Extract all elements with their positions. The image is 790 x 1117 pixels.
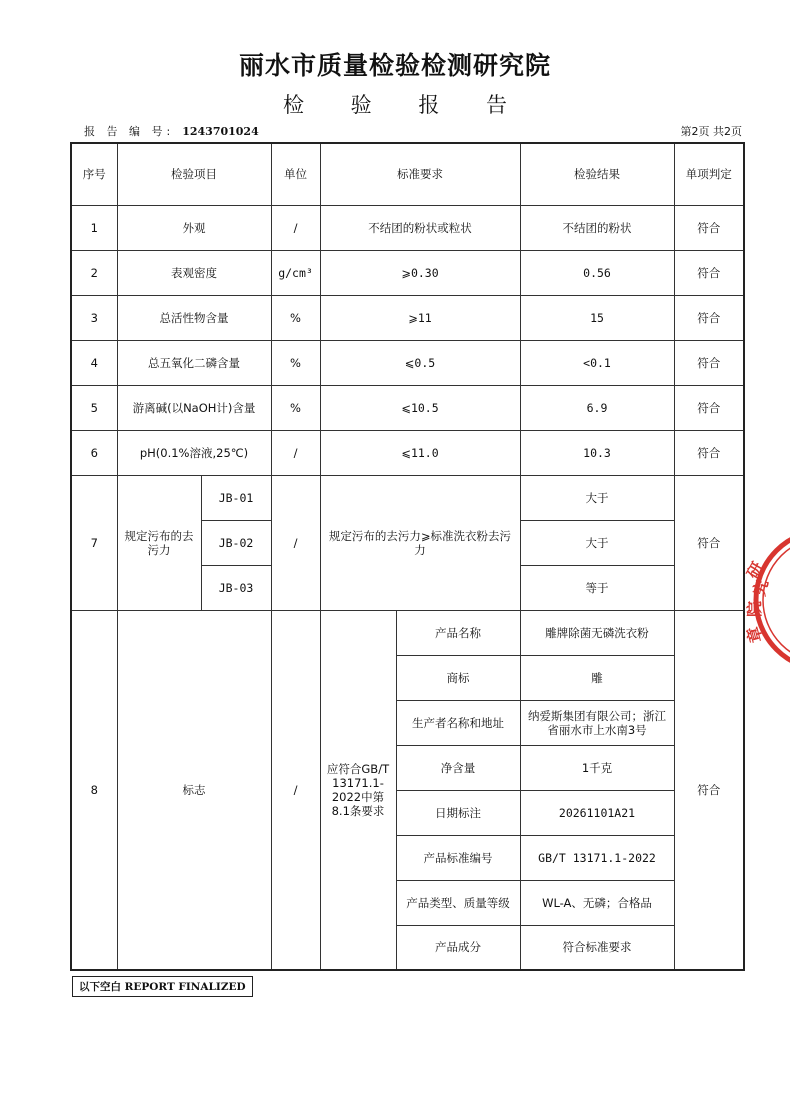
table-row [71, 205, 744, 250]
sub-item-result: 1千克 [520, 745, 674, 790]
header-standard: 标准要求 [320, 143, 520, 205]
row-verdict: 符合 [674, 340, 744, 385]
row-standard: ⩾0.30 [320, 250, 520, 295]
row-unit: / [271, 475, 320, 610]
row-item: 标志 [117, 610, 271, 970]
row-unit: / [271, 205, 320, 250]
row-seq: 4 [71, 340, 117, 385]
row-standard: ⩽11.0 [320, 430, 520, 475]
row-unit: / [271, 610, 320, 970]
row-verdict: 符合 [674, 295, 744, 340]
report-type-title: 检 验 报 告 [282, 93, 528, 117]
header-seq: 序号 [71, 143, 117, 205]
sub-item-result: GB/T 13171.1-2022 [520, 835, 674, 880]
svg-text:研: 研 [743, 558, 768, 582]
sub-item-name: 产品类型、质量等级 [396, 880, 520, 925]
row-seq: 5 [71, 385, 117, 430]
row-verdict: 符合 [674, 475, 744, 610]
sub-item-name: JB-03 [201, 565, 271, 610]
table-row [71, 385, 744, 430]
header-unit: 单位 [271, 143, 320, 205]
row-unit: % [271, 295, 320, 340]
institute-title: 丽水市质量检验检测研究院 [238, 51, 551, 80]
table-row [71, 475, 744, 520]
row-seq: 7 [71, 475, 117, 610]
row-unit: % [271, 385, 320, 430]
row-verdict: 符合 [674, 610, 744, 970]
table-header-row [71, 143, 744, 205]
row-item: 外观 [117, 205, 271, 250]
table-row [71, 250, 744, 295]
svg-text:究: 究 [749, 577, 773, 599]
sub-item-result: 雕 [520, 655, 674, 700]
header-result: 检验结果 [520, 143, 674, 205]
row-verdict: 符合 [674, 205, 744, 250]
page-info: 第2页 共2页 [680, 125, 742, 138]
report-number-label: 报 告 编 号: [84, 125, 175, 138]
row-verdict: 符合 [674, 385, 744, 430]
row-result: <0.1 [520, 340, 674, 385]
sub-item-result: 20261101A21 [520, 790, 674, 835]
sub-item-result: 雕牌除菌无磷洗衣粉 [520, 610, 674, 655]
sub-item-name: 产品名称 [396, 610, 520, 655]
sub-item-result: 等于 [520, 565, 674, 610]
svg-text:章: 章 [743, 624, 766, 645]
sub-item-name: 生产者名称和地址 [396, 700, 520, 745]
table-row [71, 340, 744, 385]
row-standard: ⩽10.5 [320, 385, 520, 430]
row-item: 总五氧化二磷含量 [117, 340, 271, 385]
sub-item-result: 大于 [520, 475, 674, 520]
sub-item-name: 产品标准编号 [396, 835, 520, 880]
row-item: 表观密度 [117, 250, 271, 295]
row-standard: ⩾11 [320, 295, 520, 340]
sub-item-result: 纳爱斯集团有限公司；浙江省丽水市上水南3号 [520, 700, 674, 745]
report-number [84, 123, 259, 139]
sub-item-result: 符合标准要求 [520, 925, 674, 970]
table-row [71, 430, 744, 475]
sub-item-result: 大于 [520, 520, 674, 565]
sub-item-name: 商标 [396, 655, 520, 700]
sub-item-name: 产品成分 [396, 925, 520, 970]
svg-text:院: 院 [745, 600, 764, 617]
sub-item-result: WL-A、无磷；合格品 [520, 880, 674, 925]
row-unit: g/cm³ [271, 250, 320, 295]
row-result: 10.3 [520, 430, 674, 475]
sub-item-name: JB-01 [201, 475, 271, 520]
row-item: 游离碱(以NaOH计)含量 [117, 385, 271, 430]
report-end-note: 以下空白 REPORT FINALIZED [72, 976, 253, 997]
row-seq: 1 [71, 205, 117, 250]
report-number-value: 1243701024 [182, 125, 259, 138]
row-standard: 规定污布的去污力⩾标准洗衣粉去污力 [320, 475, 520, 610]
row-standard: ⩽0.5 [320, 340, 520, 385]
official-seal-icon [743, 525, 790, 675]
row-seq: 8 [71, 610, 117, 970]
row-seq: 6 [71, 430, 117, 475]
sub-item-name: 净含量 [396, 745, 520, 790]
row-result: 不结团的粉状 [520, 205, 674, 250]
row-standard: 应符合GB/T 13171.1-2022中第8.1条要求 [320, 610, 396, 970]
header-item: 检验项目 [117, 143, 271, 205]
row-result: 6.9 [520, 385, 674, 430]
row-item: 规定污布的去污力 [117, 475, 201, 610]
row-unit: % [271, 340, 320, 385]
table-row [71, 295, 744, 340]
row-result: 0.56 [520, 250, 674, 295]
row-verdict: 符合 [674, 430, 744, 475]
row-standard: 不结团的粉状或粒状 [320, 205, 520, 250]
row-unit: / [271, 430, 320, 475]
row-item: 总活性物含量 [117, 295, 271, 340]
row-seq: 3 [71, 295, 117, 340]
inspection-table [70, 142, 745, 971]
sub-item-name: JB-02 [201, 520, 271, 565]
row-item: pH(0.1%溶液,25℃) [117, 430, 271, 475]
row-result: 15 [520, 295, 674, 340]
row-verdict: 符合 [674, 250, 744, 295]
sub-item-name: 日期标注 [396, 790, 520, 835]
header-verdict: 单项判定 [674, 143, 744, 205]
table-row [71, 610, 744, 655]
row-seq: 2 [71, 250, 117, 295]
